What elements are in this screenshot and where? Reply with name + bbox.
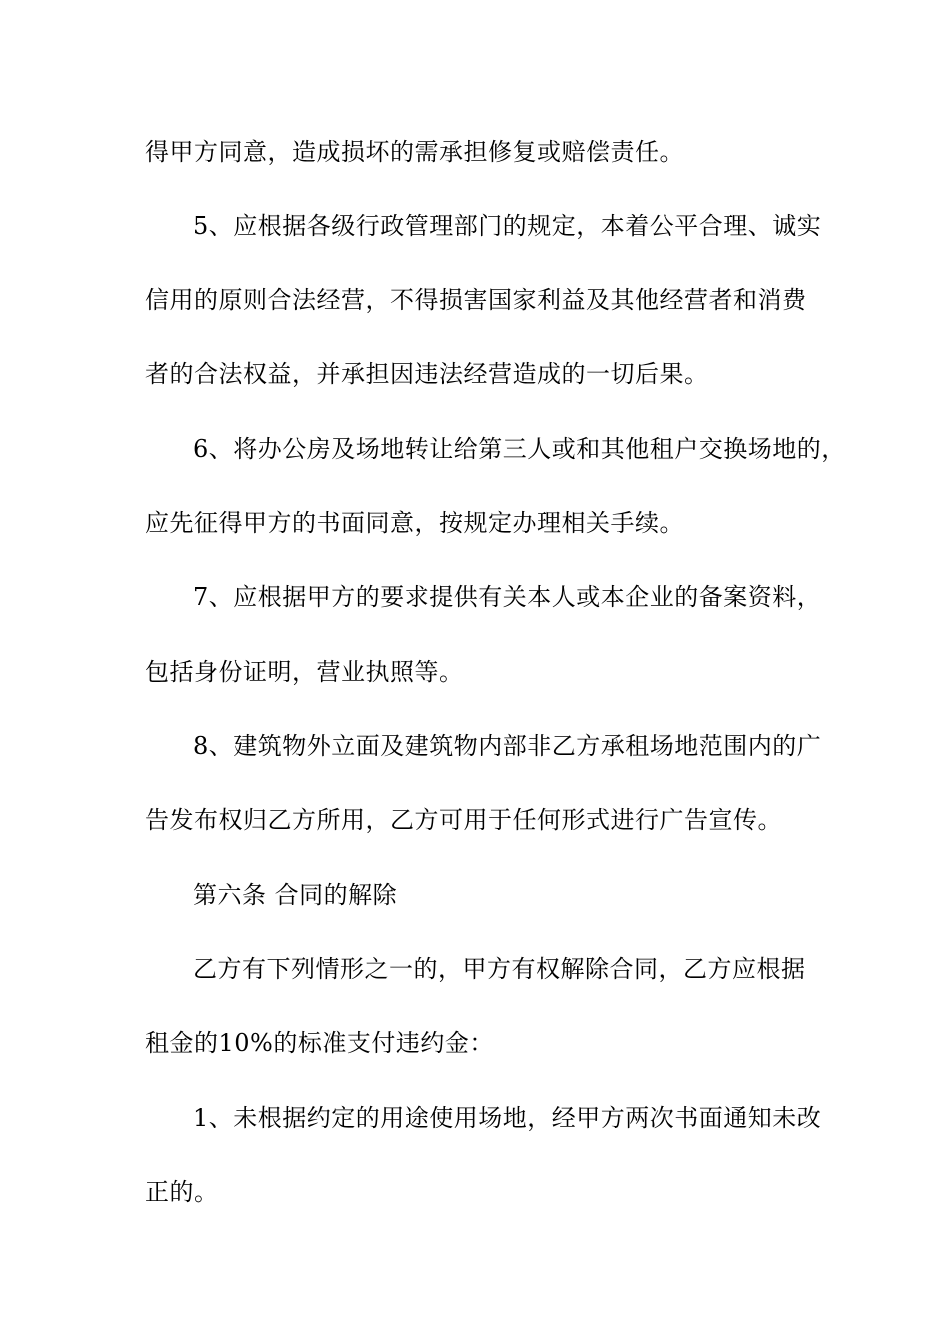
paragraph-line: 8、建筑物外立面及建筑物内部非乙方承租场地范围内的广 (193, 732, 822, 760)
paragraph-line: 应先征得甲方的书面同意，按规定办理相关手续。 (145, 509, 684, 537)
paragraph-line: 5、应根据各级行政管理部门的规定，本着公平合理、诚实 (193, 212, 822, 240)
paragraph-line: 得甲方同意，造成损坏的需承担修复或赔偿责任。 (145, 138, 684, 166)
paragraph-line: 正的。 (145, 1178, 219, 1206)
paragraph-line: 告发布权归乙方所用，乙方可用于任何形式进行广告宣传。 (145, 806, 782, 834)
paragraph-line: 6、将办公房及场地转让给第三人或和其他租户交换场地的， (193, 435, 846, 463)
paragraph-line: 1、未根据约定的用途使用场地，经甲方两次书面通知未改 (193, 1104, 822, 1132)
paragraph-line: 租金的10%的标准支付违约金： (145, 1029, 494, 1057)
paragraph-line: 7、应根据甲方的要求提供有关本人或本企业的备案资料， (193, 583, 822, 611)
paragraph-line: 乙方有下列情形之一的，甲方有权解除合同，乙方应根据 (193, 955, 806, 983)
paragraph-line: 包括身份证明，营业执照等。 (145, 658, 464, 686)
paragraph-line: 者的合法权益，并承担因违法经营造成的一切后果。 (145, 360, 709, 388)
paragraph-line: 信用的原则合法经营，不得损害国家利益及其他经营者和消费 (145, 286, 807, 314)
section-heading: 第六条 合同的解除 (193, 881, 398, 909)
